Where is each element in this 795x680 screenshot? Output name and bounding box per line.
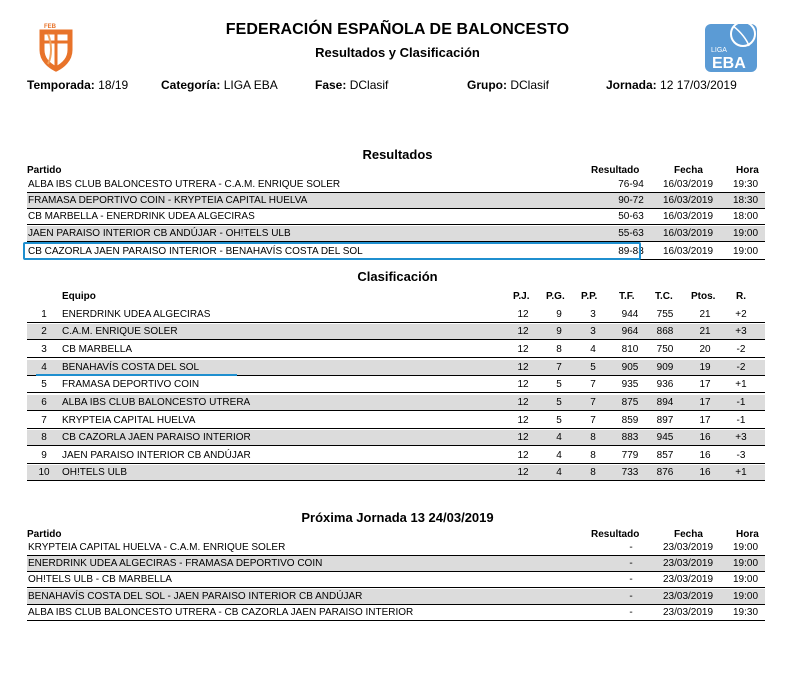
clasificacion-pos: 9 — [41, 450, 47, 461]
clasificacion-row — [27, 377, 765, 393]
clasificacion-equipo: OH!TELS ULB — [62, 467, 128, 478]
clasificacion-pos: 8 — [41, 432, 47, 443]
clasificacion-pos: 7 — [41, 415, 47, 426]
clasificacion-header-r: R. — [736, 291, 746, 302]
categoria-label: Categoría: — [161, 78, 221, 92]
clasificacion-pos: 6 — [41, 397, 47, 408]
feb-logo-text: FEB — [44, 24, 56, 30]
clasificacion-pp: 8 — [590, 432, 596, 443]
liga-eba-logo-small: LIGA — [711, 47, 727, 54]
clasificacion-tf: 859 — [621, 415, 639, 426]
clasificacion-row — [27, 395, 765, 411]
clasificacion-tc: 750 — [656, 344, 674, 355]
resultados-partido: CB MARBELLA - ENERDRINK UDEA ALGECIRAS — [28, 211, 255, 222]
resultados-fecha: 16/03/2019 — [663, 246, 714, 257]
clasificacion-equipo: C.A.M. ENRIQUE SOLER — [62, 326, 178, 337]
clasificacion-r: +1 — [735, 379, 747, 390]
clasificacion-ptos: 17 — [699, 397, 711, 408]
fase-value: DClasif — [349, 78, 389, 92]
clasificacion-pg: 4 — [556, 432, 562, 443]
clasificacion-row — [27, 342, 765, 358]
proxima-resultado: - — [629, 558, 633, 569]
clasificacion-pp: 7 — [590, 397, 596, 408]
jornada-label: Jornada: — [606, 78, 657, 92]
clasificacion-r: -1 — [736, 397, 746, 408]
clasificacion-equipo: FRAMASA DEPORTIVO COIN — [62, 379, 200, 390]
proxima-header-partido: Partido — [27, 529, 62, 540]
resultados-hora: 19:00 — [733, 228, 759, 239]
clasificacion-tf: 905 — [621, 362, 639, 373]
resultados-partido: ALBA IBS CLUB BALONCESTO UTRERA - C.A.M. ENRIQUE SOLER — [28, 179, 341, 190]
clasificacion-r: -2 — [736, 344, 746, 355]
clasificacion-r: -1 — [736, 415, 746, 426]
proxima-partido: BENAHAVÍS COSTA DEL SOL - JAEN PARAISO INTERIOR CB ANDÚJAR — [28, 591, 363, 602]
proxima-hora: 19:00 — [733, 591, 759, 602]
fase-field — [315, 78, 388, 92]
temporada-value: 18/19 — [98, 78, 129, 92]
clasificacion-row — [27, 324, 765, 340]
clasificacion-pos: 5 — [41, 379, 47, 390]
clasificacion-pos: 3 — [41, 344, 47, 355]
clasificacion-r: +2 — [735, 309, 747, 320]
resultados-hora: 18:00 — [733, 211, 759, 222]
proxima-header-resultado: Resultado — [591, 529, 640, 540]
proxima-partido: ENERDRINK UDEA ALGECIRAS - FRAMASA DEPORTIVO COIN — [28, 558, 323, 569]
clasificacion-pos: 4 — [41, 362, 47, 373]
clasificacion-tc: 876 — [656, 467, 674, 478]
clasificacion-equipo: KRYPTEIA CAPITAL HUELVA — [62, 415, 196, 426]
clasificacion-pj: 12 — [517, 326, 529, 337]
proxima-partido: KRYPTEIA CAPITAL HUELVA - C.A.M. ENRIQUE SOLER — [28, 542, 286, 553]
jornada-value: 12 17/03/2019 — [660, 78, 737, 92]
clasificacion-tc: 936 — [656, 379, 674, 390]
clasificacion-pg: 5 — [556, 379, 562, 390]
resultados-resultado: 76-94 — [618, 179, 644, 190]
clasificacion-row — [27, 307, 765, 323]
clasificacion-header-ptos: Ptos. — [691, 291, 716, 302]
clasificacion-pj: 12 — [517, 309, 529, 320]
categoria-value: LIGA EBA — [223, 78, 278, 92]
clasificacion-pos: 10 — [38, 467, 50, 478]
clasificacion-ptos: 21 — [699, 326, 711, 337]
clasificacion-pj: 12 — [517, 450, 529, 461]
clasificacion-pp: 3 — [590, 309, 596, 320]
clasificacion-pp: 4 — [590, 344, 596, 355]
resultados-fecha: 16/03/2019 — [663, 211, 714, 222]
clasificacion-header-tc: T.C. — [655, 291, 673, 302]
clasificacion-ptos: 16 — [699, 467, 711, 478]
proxima-fecha: 23/03/2019 — [663, 574, 714, 585]
proxima-row — [27, 572, 765, 588]
jornada-field — [606, 78, 737, 92]
clasificacion-tf: 964 — [621, 326, 639, 337]
clasificacion-pg: 8 — [556, 344, 562, 355]
clasificacion-pp: 7 — [590, 379, 596, 390]
clasificacion-header-pj: P.J. — [513, 291, 530, 302]
proxima-resultado: - — [629, 542, 633, 553]
clasificacion-r: -2 — [736, 362, 746, 373]
proxima-hora: 19:00 — [733, 542, 759, 553]
underline-mark — [36, 374, 237, 376]
resultados-hora: 19:00 — [733, 246, 759, 257]
resultados-resultado: 89-83 — [618, 246, 644, 257]
clasificacion-pg: 5 — [556, 415, 562, 426]
clasificacion-pg: 4 — [556, 450, 562, 461]
grupo-value: DClasif — [510, 78, 550, 92]
proxima-partido: OH!TELS ULB - CB MARBELLA — [28, 574, 172, 585]
clasificacion-ptos: 17 — [699, 379, 711, 390]
resultados-partido: CB CAZORLA JAEN PARAISO INTERIOR - BENAHAVÍS COSTA DEL SOL — [28, 246, 363, 257]
clasificacion-equipo: CB CAZORLA JAEN PARAISO INTERIOR — [62, 432, 251, 443]
clasificacion-pos: 1 — [41, 309, 47, 320]
clasificacion-pj: 12 — [517, 362, 529, 373]
proxima-row — [27, 589, 765, 605]
resultados-header-fecha: Fecha — [674, 165, 703, 176]
resultados-row — [27, 226, 765, 242]
grupo-label: Grupo: — [467, 78, 507, 92]
clasificacion-pp: 8 — [590, 467, 596, 478]
temporada-label: Temporada: — [27, 78, 95, 92]
clasificacion-pj: 12 — [517, 467, 529, 478]
clasificacion-row — [27, 465, 765, 481]
clasificacion-equipo: CB MARBELLA — [62, 344, 133, 355]
proxima-row — [27, 605, 765, 621]
clasificacion-r: -3 — [736, 450, 746, 461]
clasificacion-pp: 8 — [590, 450, 596, 461]
clasificacion-pos: 2 — [41, 326, 47, 337]
proxima-partido: ALBA IBS CLUB BALONCESTO UTRERA - CB CAZORLA JAEN PARAISO INTERIOR — [28, 607, 414, 618]
clasificacion-row — [27, 448, 765, 464]
temporada-field — [27, 78, 128, 92]
highlight-box — [23, 242, 641, 260]
clasificacion-r: +3 — [735, 432, 747, 443]
proxima-resultado: - — [629, 607, 633, 618]
resultados-row — [27, 209, 765, 225]
clasificacion-ptos: 20 — [699, 344, 711, 355]
clasificacion-header-pg: P.G. — [546, 291, 565, 302]
liga-eba-logo-text: EBA — [712, 55, 746, 72]
clasificacion-equipo: ENERDRINK UDEA ALGECIRAS — [62, 309, 211, 320]
clasificacion-title: Clasificación — [357, 269, 438, 284]
clasificacion-pp: 3 — [590, 326, 596, 337]
proxima-row — [27, 556, 765, 572]
categoria-field — [161, 78, 278, 92]
resultados-hora: 18:30 — [733, 195, 759, 206]
resultados-resultado: 55-63 — [618, 228, 644, 239]
resultados-fecha: 16/03/2019 — [663, 195, 714, 206]
resultados-row — [27, 177, 765, 193]
proxima-header-fecha: Fecha — [674, 529, 703, 540]
clasificacion-tf: 883 — [621, 432, 639, 443]
clasificacion-tc: 894 — [656, 397, 674, 408]
liga-eba-logo — [703, 20, 759, 74]
clasificacion-tf: 810 — [621, 344, 639, 355]
clasificacion-row — [27, 430, 765, 446]
clasificacion-ptos: 16 — [699, 432, 711, 443]
clasificacion-tf: 779 — [621, 450, 639, 461]
clasificacion-pg: 9 — [556, 309, 562, 320]
proxima-title: Próxima Jornada 13 24/03/2019 — [301, 510, 494, 525]
clasificacion-pg: 4 — [556, 467, 562, 478]
proxima-hora: 19:30 — [733, 607, 759, 618]
resultados-header-hora: Hora — [736, 165, 759, 176]
proxima-fecha: 23/03/2019 — [663, 542, 714, 553]
proxima-fecha: 23/03/2019 — [663, 558, 714, 569]
clasificacion-pj: 12 — [517, 397, 529, 408]
clasificacion-row — [27, 413, 765, 429]
clasificacion-pg: 5 — [556, 397, 562, 408]
clasificacion-pj: 12 — [517, 344, 529, 355]
resultados-header-partido: Partido — [27, 165, 62, 176]
resultados-hora: 19:30 — [733, 179, 759, 190]
clasificacion-tc: 945 — [656, 432, 674, 443]
clasificacion-equipo: JAEN PARAISO INTERIOR CB ANDÚJAR — [62, 450, 251, 461]
resultados-fecha: 16/03/2019 — [663, 228, 714, 239]
clasificacion-r: +1 — [735, 467, 747, 478]
clasificacion-ptos: 17 — [699, 415, 711, 426]
proxima-resultado: - — [629, 574, 633, 585]
resultados-partido: FRAMASA DEPORTIVO COIN - KRYPTEIA CAPITAL HUELVA — [28, 195, 308, 206]
clasificacion-pp: 7 — [590, 415, 596, 426]
clasificacion-header-tf: T.F. — [619, 291, 635, 302]
resultados-row — [27, 193, 765, 209]
clasificacion-equipo: ALBA IBS CLUB BALONCESTO UTRERA — [62, 397, 251, 408]
proxima-hora: 19:00 — [733, 574, 759, 585]
proxima-hora: 19:00 — [733, 558, 759, 569]
clasificacion-pj: 12 — [517, 432, 529, 443]
clasificacion-pg: 9 — [556, 326, 562, 337]
proxima-fecha: 23/03/2019 — [663, 591, 714, 602]
proxima-header-hora: Hora — [736, 529, 759, 540]
resultados-title: Resultados — [362, 147, 433, 162]
clasificacion-header-pp: P.P. — [581, 291, 598, 302]
page-title: FEDERACIÓN ESPAÑOLA DE BALONCESTO — [225, 21, 570, 38]
clasificacion-tc: 857 — [656, 450, 674, 461]
clasificacion-tc: 868 — [656, 326, 674, 337]
clasificacion-pj: 12 — [517, 415, 529, 426]
clasificacion-r: +3 — [735, 326, 747, 337]
clasificacion-pp: 5 — [590, 362, 596, 373]
fase-label: Fase: — [315, 78, 347, 92]
grupo-field — [467, 78, 549, 92]
clasificacion-tc: 909 — [656, 362, 674, 373]
clasificacion-ptos: 21 — [699, 309, 711, 320]
resultados-fecha: 16/03/2019 — [663, 179, 714, 190]
clasificacion-pg: 7 — [556, 362, 562, 373]
clasificacion-header-equipo: Equipo — [62, 291, 96, 302]
clasificacion-ptos: 16 — [699, 450, 711, 461]
proxima-fecha: 23/03/2019 — [663, 607, 714, 618]
clasificacion-tf: 944 — [621, 309, 639, 320]
proxima-resultado: - — [629, 591, 633, 602]
proxima-row — [27, 540, 765, 556]
clasificacion-pj: 12 — [517, 379, 529, 390]
clasificacion-tf: 935 — [621, 379, 639, 390]
clasificacion-tc: 755 — [656, 309, 674, 320]
resultados-resultado: 90-72 — [618, 195, 644, 206]
clasificacion-tf: 733 — [621, 467, 639, 478]
resultados-resultado: 50-63 — [618, 211, 644, 222]
clasificacion-tc: 897 — [656, 415, 674, 426]
resultados-header-resultado: Resultado — [591, 165, 640, 176]
clasificacion-ptos: 19 — [699, 362, 711, 373]
resultados-partido: JAEN PARAISO INTERIOR CB ANDÚJAR - OH!TELS ULB — [28, 228, 291, 239]
page-subtitle: Resultados y Clasificación — [315, 45, 480, 60]
clasificacion-tf: 875 — [621, 397, 639, 408]
clasificacion-equipo: BENAHAVÍS COSTA DEL SOL — [62, 362, 200, 373]
